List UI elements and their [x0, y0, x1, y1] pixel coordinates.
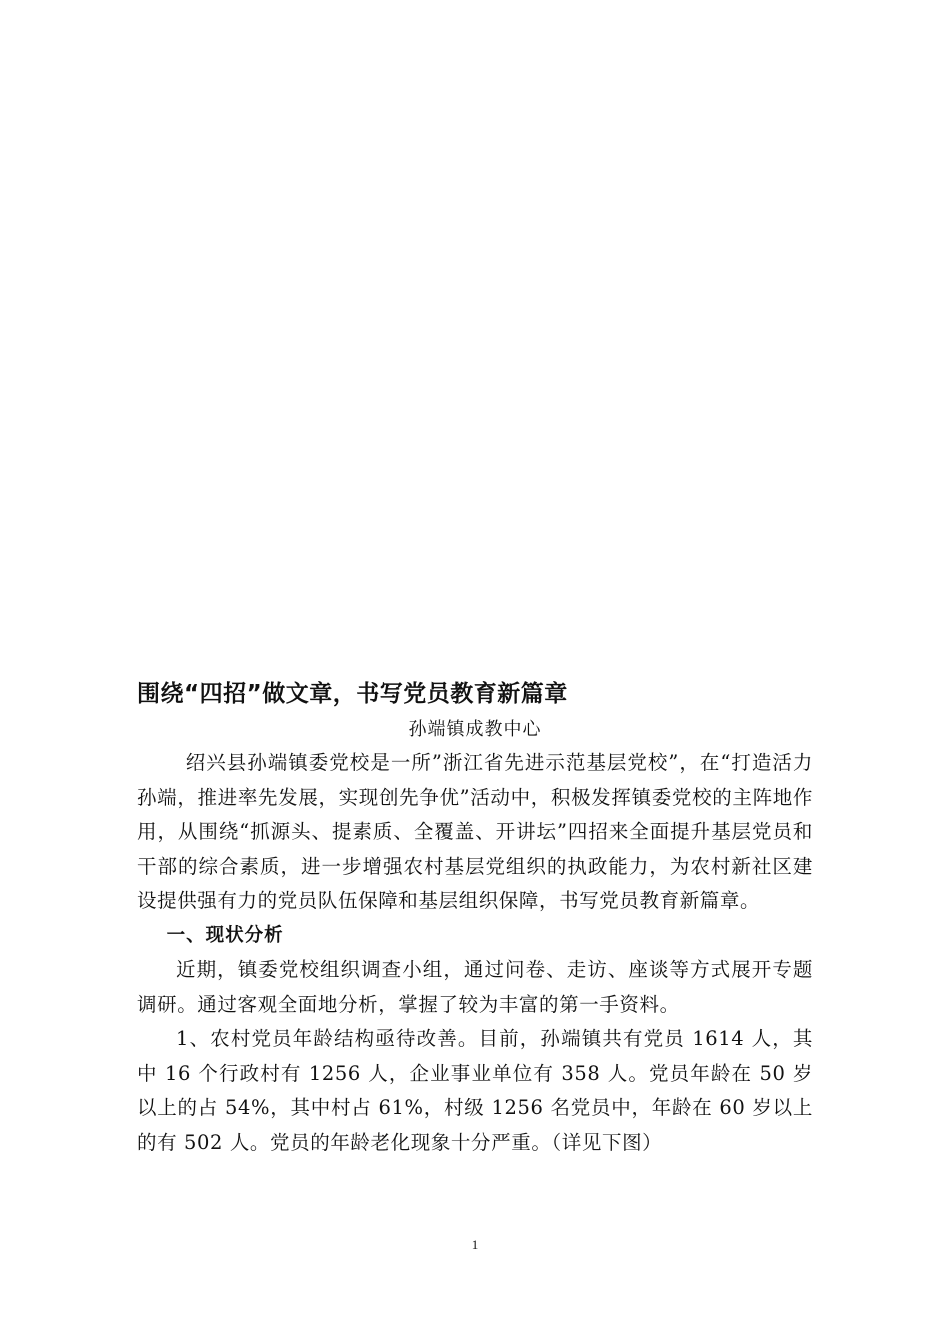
section-intro-paragraph: 近期，镇委党校组织调查小组，通过问卷、走访、座谈等方式展开专题调研。通过客观全面地分析，掌握了较为丰富的第一手资料。: [137, 958, 813, 1016]
document-author: 孙端镇成教中心: [408, 719, 542, 740]
document-title: 围绕“四招”做文章，书写党员教育新篇章: [137, 681, 568, 707]
point-paragraph: 1、农村党员年龄结构亟待改善。目前，孙端镇共有党员 1614 人，其中 16 个行政村有 1256 人，企业事业单位有 358 人。党员年龄在 50 岁以上的占 54%，其中村占 61%，村级 1256 名党员中，年龄在 60 岁以上的有 502 人。党员的年龄老化现象十分严重。（详见下图）: [137, 1027, 813, 1154]
section-heading: 一、现状分析: [166, 924, 284, 946]
document-body: [137, 675, 813, 1160]
page-number: 1: [471, 1237, 479, 1252]
intro-paragraph: 绍兴县孙端镇委党校是一所”浙江省先进示范基层党校”，在“打造活力孙端，推进率先发展，实现创先争优”活动中，积极发挥镇委党校的主阵地作用，从围绕“抓源头、提素质、全覆盖、开讲坛”四招来全面提升基层党员和干部的综合素质，进一步增强农村基层党组织的执政能力，为农村新社区建设提供强有力的党员队伍保障和基层组织保障，书写党员教育新篇章。: [137, 751, 813, 912]
